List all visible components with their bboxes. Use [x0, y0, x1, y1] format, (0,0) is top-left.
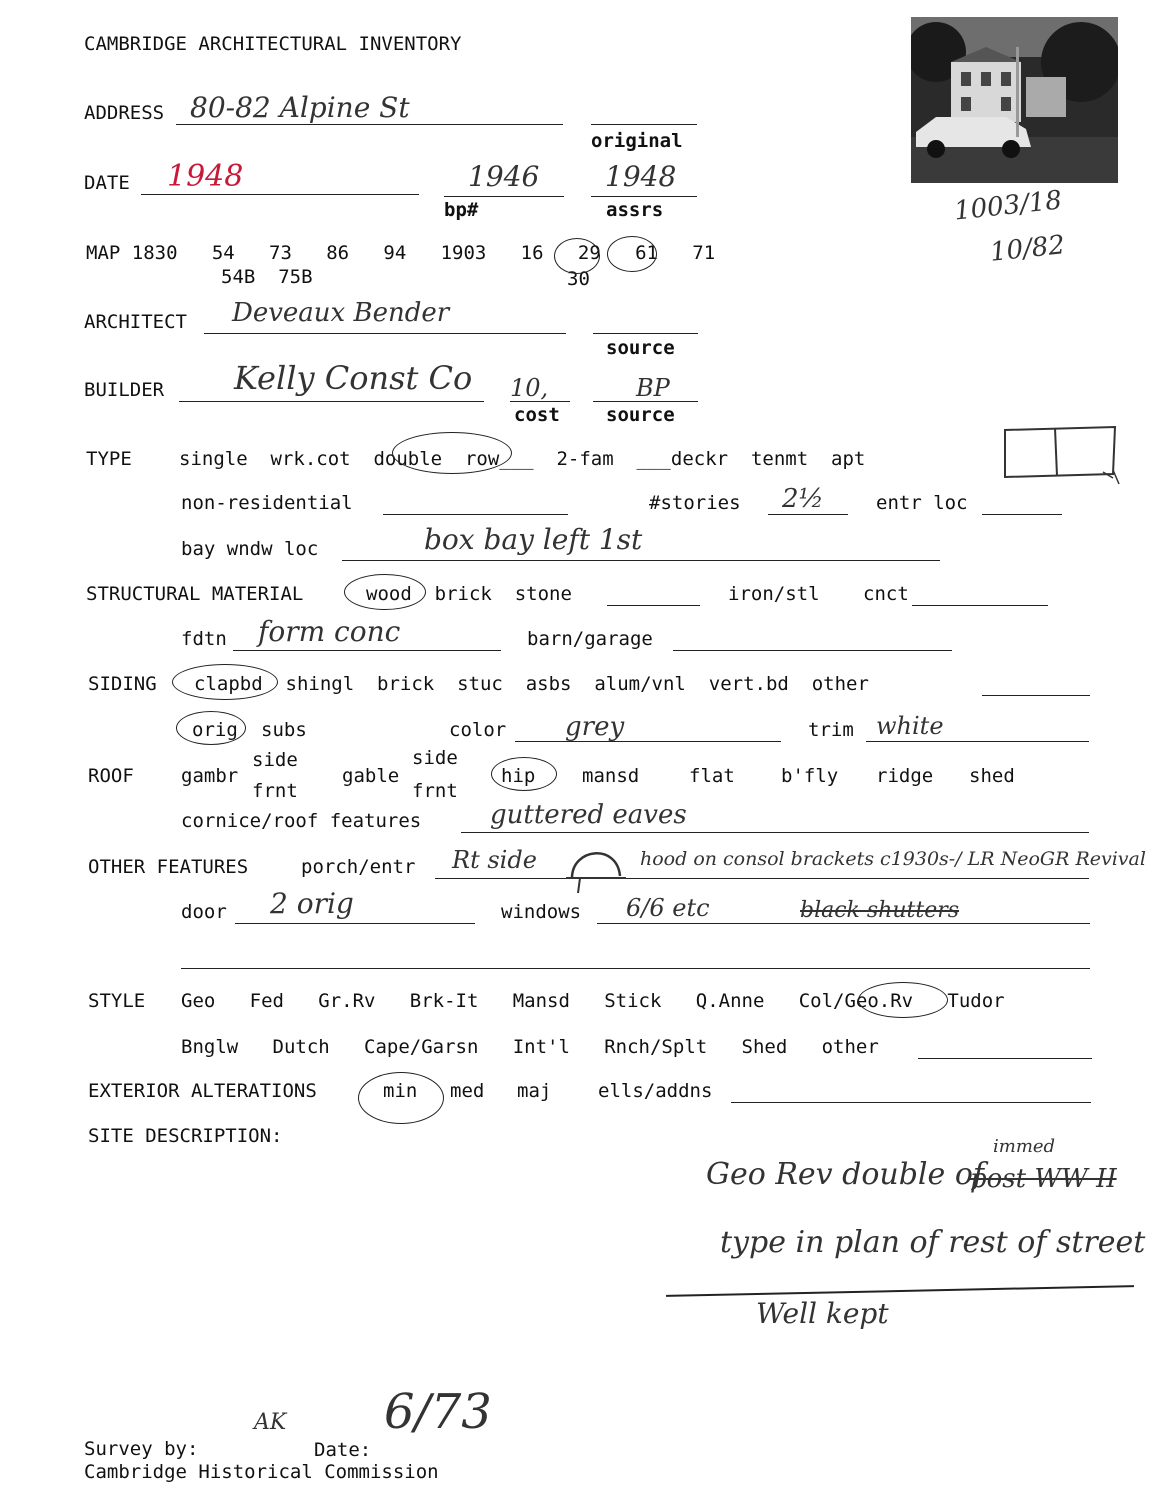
structural-label: STRUCTURAL MATERIAL [86, 583, 304, 605]
site-note-2: type in plan of rest of street [720, 1225, 1146, 1260]
style-row-2: Bnglw Dutch Cape/Garsn Int'l Rnch/Splt Shed other [181, 1036, 879, 1058]
siding-options: clapbd shingl brick stuc asbs alum/vnl vert.bd other [194, 673, 869, 695]
roof-flat: flat [689, 765, 735, 787]
map-row-1: MAP 1830 54 73 86 94 1903 16 29 61 71 [86, 242, 716, 264]
color-label: color [449, 719, 507, 741]
architect-source-label: source [606, 337, 675, 359]
assrs-label: assrs [606, 199, 664, 221]
survey-by-label: Survey by: [84, 1438, 199, 1460]
windows-label: windows [501, 901, 582, 923]
alteration-min: min [383, 1080, 418, 1102]
roof-bfly: b'fly [781, 765, 839, 787]
roof-label: ROOF [88, 765, 134, 787]
cost-value: 10, [510, 374, 549, 402]
stories-label: #stories [649, 492, 741, 514]
porch-value: Rt side [452, 846, 537, 874]
cornice-value: guttered eaves [490, 800, 687, 830]
map-30: 30 [567, 268, 590, 290]
roof-side-2: side [412, 747, 458, 769]
barn-garage-label: barn/garage [527, 628, 653, 650]
porch-value-2: hood on consol brackets c1930s-/ LR NeoGR Revival [640, 848, 1146, 870]
side-note-2: 10/82 [988, 230, 1067, 268]
roof-mansd: mansd [582, 765, 640, 787]
original-label: original [591, 130, 683, 152]
architect-label: ARCHITECT [84, 311, 187, 333]
entrance-sketch [995, 422, 1135, 502]
map-row-2: 54B 75B [221, 266, 313, 288]
windows-value-2: black shutters [800, 898, 960, 923]
style-row-1: Geo Fed Gr.Rv Brk-It Mansd Stick Q.Anne Col/Geo.Rv Tudor [181, 990, 1005, 1012]
trim-value: white [876, 712, 944, 740]
roof-gable: gable [342, 765, 400, 787]
fdtn-label: fdtn [181, 628, 227, 650]
builder-value: Kelly Const Co [234, 359, 473, 397]
roof-gambr: gambr [181, 765, 239, 787]
trim-label: trim [808, 719, 854, 741]
bay-window-value: box bay left 1st [424, 523, 643, 556]
house-photo [911, 17, 1118, 183]
type-label: TYPE [86, 448, 132, 470]
roof-hip: hip [501, 765, 536, 787]
subs-label: subs [261, 719, 307, 741]
date-value: 1948 [167, 159, 244, 194]
footer-org: Cambridge Historical Commission [84, 1461, 439, 1483]
nonres-label: non-residential [181, 492, 353, 514]
orig-label: orig [192, 719, 238, 741]
footer-date-value: 6/73 [384, 1384, 492, 1440]
fdtn-value: form conc [258, 615, 401, 648]
builder-source-value: BP [636, 374, 670, 402]
siding-clapbd-circle [172, 664, 278, 700]
type-double-circle [392, 432, 512, 474]
map-61-circle [607, 236, 657, 272]
cornice-label: cornice/roof features [181, 810, 422, 832]
type-options: single wrk.cot double row___ 2-fam ___deckr tenmt apt [179, 448, 866, 470]
orig-circle [176, 711, 246, 745]
other-features-label: OTHER FEATURES [88, 856, 249, 878]
style-georv-circle [858, 982, 948, 1018]
roof-ridge: ridge [876, 765, 934, 787]
site-note-3: Well kept [756, 1297, 889, 1330]
architect-value: Deveaux Bender [232, 298, 450, 328]
hood-sketch-icon [562, 838, 628, 896]
alteration-maj: maj [517, 1080, 552, 1102]
form-title: CAMBRIDGE ARCHITECTURAL INVENTORY [84, 33, 462, 55]
stories-value: 2½ [782, 484, 824, 514]
cnct-label: cnct [863, 583, 909, 605]
alteration-min-circle [358, 1072, 444, 1124]
door-value: 2 orig [270, 887, 354, 920]
style-label: STYLE [88, 990, 146, 1012]
roof-shed: shed [969, 765, 1015, 787]
cost-label: cost [514, 404, 560, 426]
builder-source-label: source [606, 404, 675, 426]
alteration-med: med [450, 1080, 485, 1102]
site-note-1: Geo Rev double of [706, 1157, 984, 1192]
bp-value: 1946 [468, 160, 540, 193]
map-29-circle [554, 238, 600, 274]
address-value: 80-82 Alpine St [190, 91, 410, 124]
site-description-label: SITE DESCRIPTION: [88, 1125, 283, 1147]
builder-label: BUILDER [84, 379, 165, 401]
date-label: DATE [84, 172, 130, 194]
side-note-1: 1003/18 [952, 185, 1064, 227]
roof-side-1: side [252, 749, 298, 771]
porch-label: porch/entr [301, 856, 416, 878]
bay-window-label: bay wndw loc [181, 538, 319, 560]
bp-label: bp# [444, 199, 479, 221]
roof-frnt-1: frnt [252, 780, 298, 802]
windows-value: 6/6 etc [626, 894, 710, 922]
footer-date-label: Date: [314, 1439, 372, 1461]
roof-hip-circle [491, 757, 557, 791]
site-note-immed: immed [993, 1136, 1056, 1157]
alterations-label: EXTERIOR ALTERATIONS [88, 1080, 317, 1102]
color-value: grey [565, 712, 625, 742]
structural-wood-circle [344, 574, 426, 610]
site-note-1b: post WW II [970, 1164, 1117, 1194]
structural-options: wood brick stone [366, 583, 572, 605]
roof-frnt-2: frnt [412, 780, 458, 802]
door-label: door [181, 901, 227, 923]
survey-by-value: AK [254, 1410, 287, 1435]
siding-label: SIDING [88, 673, 157, 695]
assrs-value: 1948 [605, 160, 677, 193]
iron-label: iron/stl [728, 583, 820, 605]
address-label: ADDRESS [84, 102, 165, 124]
entr-loc-label: entr loc [876, 492, 968, 514]
alteration-ells: ells/addns [598, 1080, 713, 1102]
